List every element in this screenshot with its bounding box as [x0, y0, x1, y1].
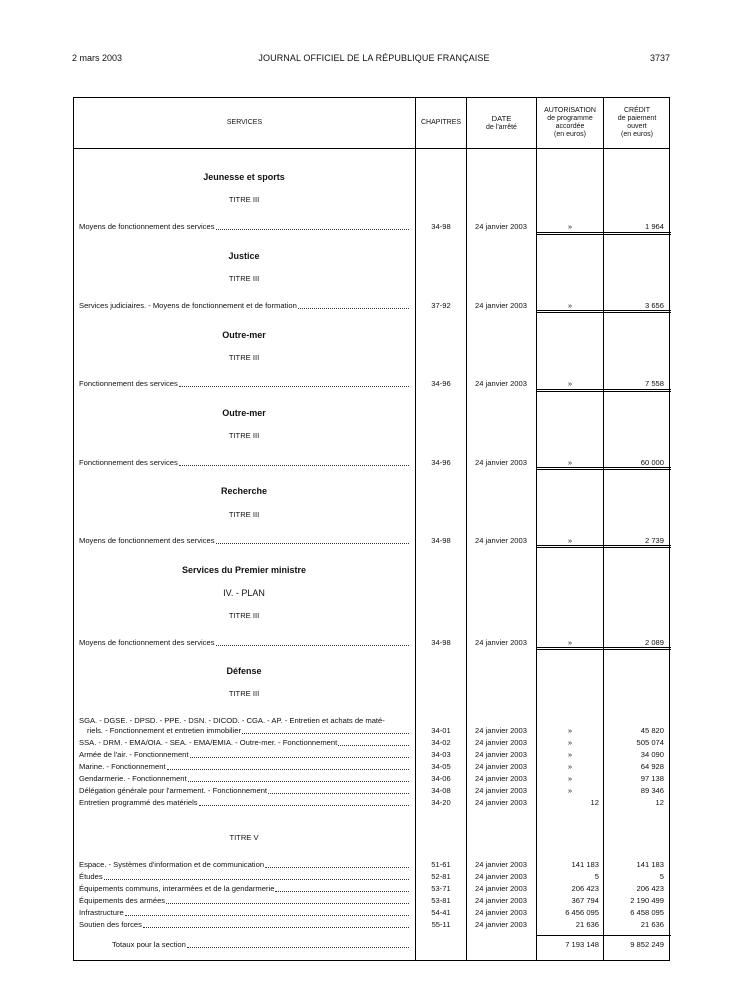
autorisation: » — [567, 786, 573, 795]
table-row: Armée de l'air. - Fonctionnement — [79, 750, 411, 760]
total-row: Totaux pour la section — [112, 940, 411, 950]
section-title: Jeunesse et sports — [203, 172, 285, 182]
credit: 5 — [659, 872, 664, 881]
date: 24 janvier 2003 — [475, 908, 527, 917]
titre-v-label: TITRE V — [229, 833, 259, 842]
table-row: Marine. - Fonctionnement — [79, 762, 411, 772]
date: 24 janvier 2003 — [475, 920, 527, 929]
table-row: Entretien programmé des matériels — [79, 798, 411, 808]
autorisation: » — [567, 379, 573, 388]
table-row: Moyens de fonctionnement des services — [79, 222, 411, 232]
chapitre: 34-01 — [431, 726, 451, 735]
chapitre: 34-98 — [431, 536, 451, 545]
col-services: SERVICES — [226, 119, 263, 126]
col-date — [467, 98, 536, 148]
header-date: 2 mars 2003 — [72, 53, 123, 63]
autorisation: 367 794 — [571, 896, 599, 905]
titre-label: TITRE III — [228, 611, 260, 620]
col-credit-line3: ouvert — [627, 123, 647, 130]
section-subtitle: IV. - PLAN — [223, 588, 265, 598]
chapitre: 34-98 — [431, 638, 451, 647]
table-row: Soutien des forces — [79, 920, 411, 930]
titre-label: TITRE III — [228, 353, 260, 362]
section-title: Outre-mer — [222, 330, 266, 340]
col-autorisation — [537, 98, 603, 148]
chapitre: 34-08 — [431, 786, 451, 795]
titre-label: TITRE III — [228, 274, 260, 283]
credit: 34 090 — [640, 750, 664, 759]
table-row: Gendarmerie. - Fonctionnement — [79, 774, 411, 784]
date: 24 janvier 2003 — [475, 738, 527, 747]
autorisation: 6 456 095 — [565, 908, 599, 917]
date: 24 janvier 2003 — [475, 786, 527, 795]
total-credit: 9 852 249 — [630, 940, 664, 949]
credit: 89 346 — [640, 786, 664, 795]
autorisation: » — [567, 726, 573, 735]
chapitre: 34-96 — [431, 458, 451, 467]
chapitre: 52-81 — [431, 872, 451, 881]
chapitre: 53-81 — [431, 896, 451, 905]
col-credit — [604, 98, 670, 148]
col-credit-line2: de paiement — [617, 115, 657, 122]
chapitre: 51-61 — [431, 860, 451, 869]
col-credit-line4: (en euros) — [621, 131, 653, 138]
credit: 1 964 — [644, 222, 664, 231]
autorisation: » — [567, 638, 573, 647]
row-label-first-line: SGA. - DGSE. - DPSD. - PPE. - DSN. - DICOD. - CGA. - AP. - Entretien et achats de maté- — [79, 716, 385, 725]
table-row: Études — [79, 872, 411, 882]
table-row: Espace. - Systèmes d'information et de communication — [79, 860, 411, 870]
autorisation: » — [567, 774, 573, 783]
table-row: Moyens de fonctionnement des services — [79, 638, 411, 648]
date: 24 janvier 2003 — [475, 222, 527, 231]
credit: 7 558 — [644, 379, 664, 388]
col-credit-line1: CRÉDIT — [623, 107, 651, 114]
chapitre: 34-02 — [431, 738, 451, 747]
chapitre: 34-05 — [431, 762, 451, 771]
credit: 3 656 — [644, 301, 664, 310]
autorisation: » — [567, 222, 573, 231]
titre-label: TITRE III — [228, 431, 260, 440]
date: 24 janvier 2003 — [475, 536, 527, 545]
credit: 2 190 499 — [630, 896, 664, 905]
autorisation: 21 636 — [575, 920, 599, 929]
chapitre: 54-41 — [431, 908, 451, 917]
col-chapitres: CHAPITRES — [420, 119, 462, 126]
autorisation: 12 — [590, 798, 599, 807]
table-row: Fonctionnement des services — [79, 379, 411, 389]
credit: 60 000 — [640, 458, 664, 467]
credit: 141 183 — [636, 860, 664, 869]
credit: 21 636 — [640, 920, 664, 929]
page-number: 3737 — [649, 53, 670, 63]
date: 24 janvier 2003 — [475, 638, 527, 647]
chapitre: 37-92 — [431, 301, 451, 310]
date: 24 janvier 2003 — [475, 860, 527, 869]
section-title: Services du Premier ministre — [181, 565, 307, 575]
date: 24 janvier 2003 — [475, 301, 527, 310]
table-row: Services judiciaires. - Moyens de fonctionnement et de formation — [79, 301, 411, 311]
col-date-line1: DATE — [491, 113, 512, 123]
date: 24 janvier 2003 — [475, 884, 527, 893]
credit: 45 820 — [640, 726, 664, 735]
date: 24 janvier 2003 — [475, 762, 527, 771]
col-date-line2: de l'arrêté — [486, 123, 517, 131]
titre-label: TITRE III — [228, 510, 260, 519]
col-autorisation-line1: AUTORISATION — [544, 107, 596, 114]
autorisation: » — [567, 301, 573, 310]
chapitre: 53-71 — [431, 884, 451, 893]
autorisation: 5 — [594, 872, 599, 881]
table-row: Fonctionnement des services — [79, 458, 411, 468]
autorisation: 206 423 — [571, 884, 599, 893]
section-title: Recherche — [220, 486, 268, 496]
chapitre: 34-20 — [431, 798, 451, 807]
date: 24 janvier 2003 — [475, 872, 527, 881]
table-row: Équipements communs, interarmées et de la gendarmerie — [79, 884, 411, 894]
section-title: Justice — [228, 251, 260, 261]
table-row: SSA. - DRM. - EMA/OIA. - SEA. - EMA/EMIA. - Outre-mer. - Fonctionnement — [79, 738, 411, 748]
chapitre: 34-98 — [431, 222, 451, 231]
date: 24 janvier 2003 — [475, 379, 527, 388]
date: 24 janvier 2003 — [475, 458, 527, 467]
date: 24 janvier 2003 — [475, 774, 527, 783]
col-autorisation-line4: (en euros) — [554, 131, 586, 138]
col-autorisation-line3: accordée — [555, 123, 585, 130]
total-autorisation: 7 193 148 — [565, 940, 599, 949]
section-title: Défense — [226, 666, 262, 676]
autorisation: » — [567, 750, 573, 759]
date: 24 janvier 2003 — [475, 798, 527, 807]
table-row: Délégation générale pour l'armement. - Fonctionnement — [79, 786, 411, 796]
titre-label: TITRE III — [228, 195, 260, 204]
chapitre: 34-06 — [431, 774, 451, 783]
journal-title: JOURNAL OFFICIEL DE LA RÉPUBLIQUE FRANÇAISE — [258, 53, 490, 63]
credit: 206 423 — [636, 884, 664, 893]
autorisation: » — [567, 458, 573, 467]
chapitre: 34-03 — [431, 750, 451, 759]
credit: 97 138 — [640, 774, 664, 783]
credit: 64 928 — [640, 762, 664, 771]
table-row: Équipements des armées — [79, 896, 411, 906]
date: 24 janvier 2003 — [475, 896, 527, 905]
credit: 12 — [655, 798, 664, 807]
credit: 6 458 095 — [630, 908, 664, 917]
date: 24 janvier 2003 — [475, 726, 527, 735]
col-autorisation-line2: de programme — [547, 115, 593, 122]
autorisation: » — [567, 762, 573, 771]
chapitre: 34-96 — [431, 379, 451, 388]
titre-label: TITRE III — [228, 689, 260, 698]
autorisation: » — [567, 536, 573, 545]
credit: 2 739 — [644, 536, 664, 545]
section-title: Outre-mer — [222, 408, 266, 418]
credit: 505 074 — [636, 738, 664, 747]
table-row: Moyens de fonctionnement des services — [79, 536, 411, 546]
autorisation: 141 183 — [571, 860, 599, 869]
table-row: riels. - Fonctionnement et entretien immobilier — [87, 726, 411, 736]
chapitre: 55-11 — [431, 920, 451, 929]
date: 24 janvier 2003 — [475, 750, 527, 759]
credit: 2 089 — [644, 638, 664, 647]
table-row: Infrastructure — [79, 908, 411, 918]
autorisation: » — [567, 738, 573, 747]
